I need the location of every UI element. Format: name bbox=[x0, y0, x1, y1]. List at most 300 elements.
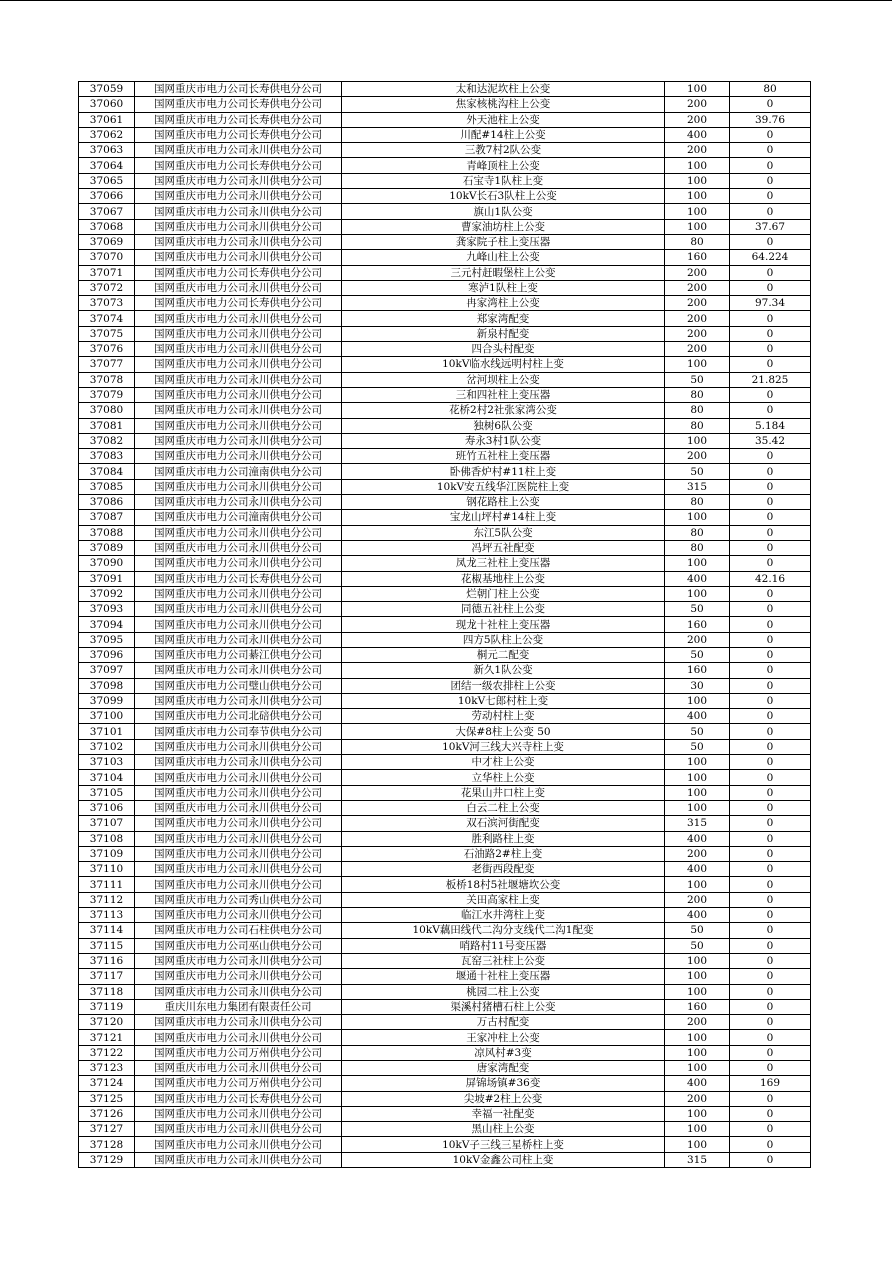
table-row bbox=[79, 862, 811, 877]
table-row bbox=[79, 663, 811, 678]
table-row bbox=[79, 433, 811, 448]
capacity-cell: 315 bbox=[665, 816, 730, 831]
transformer-name-cell: 四合头村配变 bbox=[342, 342, 665, 357]
row-id-cell: 37114 bbox=[79, 923, 135, 938]
table-row bbox=[79, 97, 811, 112]
table-row bbox=[79, 602, 811, 617]
table-row bbox=[79, 510, 811, 525]
table-row bbox=[79, 571, 811, 586]
capacity-cell: 30 bbox=[665, 678, 730, 693]
row-id-cell: 37062 bbox=[79, 127, 135, 142]
row-id-cell: 37119 bbox=[79, 999, 135, 1014]
table-row bbox=[79, 265, 811, 280]
transformer-name-cell: 新久1队公变 bbox=[342, 663, 665, 678]
company-cell: 国网重庆市电力公司长寿供电分公司 bbox=[135, 1091, 342, 1106]
row-id-cell: 37096 bbox=[79, 647, 135, 662]
company-cell: 国网重庆市电力公司永川供电分公司 bbox=[135, 969, 342, 984]
capacity-cell: 400 bbox=[665, 571, 730, 586]
transformer-name-cell: 10kV七郎村柱上变 bbox=[342, 693, 665, 708]
table-row bbox=[79, 923, 811, 938]
table-row bbox=[79, 311, 811, 326]
table-row bbox=[79, 127, 811, 142]
capacity-cell: 100 bbox=[665, 984, 730, 999]
table-row bbox=[79, 173, 811, 188]
row-id-cell: 37125 bbox=[79, 1091, 135, 1106]
capacity-cell: 100 bbox=[665, 556, 730, 571]
transformer-name-cell: 新泉村配变 bbox=[342, 326, 665, 341]
load-cell: 0 bbox=[730, 464, 811, 479]
transformer-name-cell: 宝龙山坪村#14柱上变 bbox=[342, 510, 665, 525]
capacity-cell: 100 bbox=[665, 82, 730, 97]
load-cell: 0 bbox=[730, 495, 811, 510]
transformer-name-cell: 劳动村柱上变 bbox=[342, 709, 665, 724]
capacity-cell: 200 bbox=[665, 97, 730, 112]
transformer-name-cell: 尖坡#2柱上公变 bbox=[342, 1091, 665, 1106]
load-cell: 0 bbox=[730, 1045, 811, 1060]
row-id-cell: 37071 bbox=[79, 265, 135, 280]
capacity-cell: 100 bbox=[665, 586, 730, 601]
row-id-cell: 37103 bbox=[79, 755, 135, 770]
transformer-name-cell: 三和四社柱上变压器 bbox=[342, 387, 665, 402]
company-cell: 国网重庆市电力公司永川供电分公司 bbox=[135, 204, 342, 219]
capacity-cell: 100 bbox=[665, 173, 730, 188]
table-row bbox=[79, 1061, 811, 1076]
capacity-cell: 100 bbox=[665, 1137, 730, 1152]
load-cell: 0 bbox=[730, 1137, 811, 1152]
row-id-cell: 37115 bbox=[79, 938, 135, 953]
transformer-name-cell: 花果山井口柱上变 bbox=[342, 785, 665, 800]
load-cell: 0 bbox=[730, 816, 811, 831]
transformer-name-cell: 石宝寺1队柱上变 bbox=[342, 173, 665, 188]
transformer-name-cell: 10kV长石3队柱上公变 bbox=[342, 189, 665, 204]
row-id-cell: 37123 bbox=[79, 1061, 135, 1076]
load-cell: 0 bbox=[730, 158, 811, 173]
table-row bbox=[79, 1076, 811, 1091]
table-row bbox=[79, 647, 811, 662]
capacity-cell: 100 bbox=[665, 204, 730, 219]
capacity-cell: 80 bbox=[665, 234, 730, 249]
table-row bbox=[79, 1015, 811, 1030]
row-id-cell: 37095 bbox=[79, 632, 135, 647]
transformer-name-cell: 旗山1队公变 bbox=[342, 204, 665, 219]
company-cell: 国网重庆市电力公司永川供电分公司 bbox=[135, 785, 342, 800]
table-row bbox=[79, 418, 811, 433]
capacity-cell: 50 bbox=[665, 647, 730, 662]
company-cell: 国网重庆市电力公司长寿供电分公司 bbox=[135, 265, 342, 280]
load-cell: 0 bbox=[730, 632, 811, 647]
row-id-cell: 37113 bbox=[79, 908, 135, 923]
table-row bbox=[79, 632, 811, 647]
load-cell: 0 bbox=[730, 785, 811, 800]
table-row bbox=[79, 1106, 811, 1121]
transformer-name-cell: 四方5队柱上公变 bbox=[342, 632, 665, 647]
load-cell: 169 bbox=[730, 1076, 811, 1091]
table-row bbox=[79, 158, 811, 173]
transformer-name-cell: 东江5队公变 bbox=[342, 525, 665, 540]
transformer-name-cell: 烂朝门柱上公变 bbox=[342, 586, 665, 601]
capacity-cell: 80 bbox=[665, 387, 730, 402]
load-cell: 39.76 bbox=[730, 112, 811, 127]
load-cell: 0 bbox=[730, 204, 811, 219]
transformer-name-cell: 太和达泥坎柱上公变 bbox=[342, 82, 665, 97]
capacity-cell: 160 bbox=[665, 250, 730, 265]
load-cell: 0 bbox=[730, 97, 811, 112]
load-cell: 0 bbox=[730, 724, 811, 739]
company-cell: 国网重庆市电力公司石柱供电分公司 bbox=[135, 923, 342, 938]
transformer-name-cell: 冯坪五社配变 bbox=[342, 540, 665, 555]
table-row bbox=[79, 479, 811, 494]
transformer-name-cell: 同德五社柱上公变 bbox=[342, 602, 665, 617]
table-row bbox=[79, 877, 811, 892]
load-cell: 0 bbox=[730, 127, 811, 142]
capacity-cell: 315 bbox=[665, 1152, 730, 1167]
capacity-cell: 100 bbox=[665, 755, 730, 770]
row-id-cell: 37104 bbox=[79, 770, 135, 785]
company-cell: 国网重庆市电力公司永川供电分公司 bbox=[135, 586, 342, 601]
row-id-cell: 37060 bbox=[79, 97, 135, 112]
capacity-cell: 400 bbox=[665, 908, 730, 923]
transformer-name-cell: 外天池柱上公变 bbox=[342, 112, 665, 127]
capacity-cell: 200 bbox=[665, 280, 730, 295]
row-id-cell: 37072 bbox=[79, 280, 135, 295]
load-cell: 0 bbox=[730, 143, 811, 158]
load-cell: 0 bbox=[730, 189, 811, 204]
transformer-name-cell: 钢花路柱上公变 bbox=[342, 495, 665, 510]
capacity-cell: 100 bbox=[665, 770, 730, 785]
company-cell: 国网重庆市电力公司潼南供电分公司 bbox=[135, 510, 342, 525]
load-cell: 0 bbox=[730, 173, 811, 188]
table-row bbox=[79, 403, 811, 418]
row-id-cell: 37080 bbox=[79, 403, 135, 418]
load-cell: 5.184 bbox=[730, 418, 811, 433]
company-cell: 国网重庆市电力公司永川供电分公司 bbox=[135, 387, 342, 402]
load-cell: 0 bbox=[730, 999, 811, 1014]
table-row bbox=[79, 617, 811, 632]
row-id-cell: 37098 bbox=[79, 678, 135, 693]
transformer-name-cell: 双石滨河街配变 bbox=[342, 816, 665, 831]
table-row bbox=[79, 586, 811, 601]
load-cell: 0 bbox=[730, 403, 811, 418]
company-cell: 国网重庆市电力公司永川供电分公司 bbox=[135, 1122, 342, 1137]
capacity-cell: 160 bbox=[665, 663, 730, 678]
row-id-cell: 37092 bbox=[79, 586, 135, 601]
row-id-cell: 37094 bbox=[79, 617, 135, 632]
table-row bbox=[79, 770, 811, 785]
table-row bbox=[79, 387, 811, 402]
data-table bbox=[78, 81, 811, 1168]
company-cell: 国网重庆市电力公司永川供电分公司 bbox=[135, 418, 342, 433]
row-id-cell: 37110 bbox=[79, 862, 135, 877]
transformer-name-cell: 胜利路柱上变 bbox=[342, 831, 665, 846]
row-id-cell: 37075 bbox=[79, 326, 135, 341]
transformer-name-cell: 独树6队公变 bbox=[342, 418, 665, 433]
table-row bbox=[79, 250, 811, 265]
company-cell: 国网重庆市电力公司永川供电分公司 bbox=[135, 984, 342, 999]
table-row bbox=[79, 1152, 811, 1167]
load-cell: 0 bbox=[730, 525, 811, 540]
company-cell: 国网重庆市电力公司永川供电分公司 bbox=[135, 556, 342, 571]
load-cell: 0 bbox=[730, 831, 811, 846]
company-cell: 国网重庆市电力公司永川供电分公司 bbox=[135, 739, 342, 754]
row-id-cell: 37112 bbox=[79, 892, 135, 907]
row-id-cell: 37070 bbox=[79, 250, 135, 265]
company-cell: 国网重庆市电力公司永川供电分公司 bbox=[135, 877, 342, 892]
load-cell: 0 bbox=[730, 800, 811, 815]
load-cell: 80 bbox=[730, 82, 811, 97]
transformer-name-cell: 10kV河三线大兴寺柱上变 bbox=[342, 739, 665, 754]
load-cell: 0 bbox=[730, 311, 811, 326]
row-id-cell: 37090 bbox=[79, 556, 135, 571]
capacity-cell: 160 bbox=[665, 999, 730, 1014]
company-cell: 国网重庆市电力公司永川供电分公司 bbox=[135, 173, 342, 188]
transformer-name-cell: 焦家核桃沟柱上公变 bbox=[342, 97, 665, 112]
load-cell: 0 bbox=[730, 1061, 811, 1076]
capacity-cell: 200 bbox=[665, 112, 730, 127]
load-cell: 0 bbox=[730, 663, 811, 678]
company-cell: 国网重庆市电力公司永川供电分公司 bbox=[135, 770, 342, 785]
load-cell: 0 bbox=[730, 678, 811, 693]
row-id-cell: 37061 bbox=[79, 112, 135, 127]
row-id-cell: 37093 bbox=[79, 602, 135, 617]
transformer-name-cell: 板桥18村5社堰塘坎公变 bbox=[342, 877, 665, 892]
table-row bbox=[79, 755, 811, 770]
transformer-name-cell: 石油路2#柱上变 bbox=[342, 846, 665, 861]
company-cell: 国网重庆市电力公司潼南供电分公司 bbox=[135, 464, 342, 479]
transformer-name-cell: 冉家湾柱上公变 bbox=[342, 296, 665, 311]
row-id-cell: 37122 bbox=[79, 1045, 135, 1060]
load-cell: 0 bbox=[730, 479, 811, 494]
company-cell: 国网重庆市电力公司秀山供电分公司 bbox=[135, 892, 342, 907]
capacity-cell: 200 bbox=[665, 143, 730, 158]
load-cell: 0 bbox=[730, 1122, 811, 1137]
table-row bbox=[79, 204, 811, 219]
table-row bbox=[79, 326, 811, 341]
company-cell: 国网重庆市电力公司长寿供电分公司 bbox=[135, 158, 342, 173]
capacity-cell: 100 bbox=[665, 219, 730, 234]
transformer-name-cell: 唐家湾配变 bbox=[342, 1061, 665, 1076]
load-cell: 64.224 bbox=[730, 250, 811, 265]
company-cell: 国网重庆市电力公司巫山供电分公司 bbox=[135, 938, 342, 953]
capacity-cell: 200 bbox=[665, 265, 730, 280]
table-row bbox=[79, 357, 811, 372]
table-row bbox=[79, 1091, 811, 1106]
company-cell: 国网重庆市电力公司永川供电分公司 bbox=[135, 250, 342, 265]
capacity-cell: 100 bbox=[665, 189, 730, 204]
transformer-name-cell: 幸福一社配变 bbox=[342, 1106, 665, 1121]
load-cell: 0 bbox=[730, 862, 811, 877]
row-id-cell: 37121 bbox=[79, 1030, 135, 1045]
load-cell: 0 bbox=[730, 1106, 811, 1121]
transformer-name-cell: 寿永3村1队公变 bbox=[342, 433, 665, 448]
load-cell: 0 bbox=[730, 953, 811, 968]
table-row bbox=[79, 112, 811, 127]
table-row bbox=[79, 969, 811, 984]
company-cell: 国网重庆市电力公司永川供电分公司 bbox=[135, 280, 342, 295]
capacity-cell: 50 bbox=[665, 923, 730, 938]
capacity-cell: 200 bbox=[665, 296, 730, 311]
transformer-name-cell: 哨路村11号变压器 bbox=[342, 938, 665, 953]
load-cell: 0 bbox=[730, 984, 811, 999]
transformer-name-cell: 中才柱上公变 bbox=[342, 755, 665, 770]
load-cell: 0 bbox=[730, 892, 811, 907]
transformer-name-cell: 桐元二配变 bbox=[342, 647, 665, 662]
table-row bbox=[79, 892, 811, 907]
transformer-name-cell: 关田高家柱上变 bbox=[342, 892, 665, 907]
capacity-cell: 100 bbox=[665, 510, 730, 525]
capacity-cell: 50 bbox=[665, 739, 730, 754]
capacity-cell: 80 bbox=[665, 540, 730, 555]
transformer-name-cell: 屏锦场镇#36变 bbox=[342, 1076, 665, 1091]
company-cell: 国网重庆市电力公司长寿供电分公司 bbox=[135, 112, 342, 127]
capacity-cell: 100 bbox=[665, 953, 730, 968]
row-id-cell: 37077 bbox=[79, 357, 135, 372]
capacity-cell: 400 bbox=[665, 862, 730, 877]
company-cell: 国网重庆市电力公司永川供电分公司 bbox=[135, 449, 342, 464]
capacity-cell: 100 bbox=[665, 433, 730, 448]
capacity-cell: 100 bbox=[665, 1061, 730, 1076]
load-cell: 0 bbox=[730, 1091, 811, 1106]
row-id-cell: 37063 bbox=[79, 143, 135, 158]
load-cell: 0 bbox=[730, 755, 811, 770]
capacity-cell: 200 bbox=[665, 892, 730, 907]
company-cell: 国网重庆市电力公司綦江供电分公司 bbox=[135, 647, 342, 662]
row-id-cell: 37117 bbox=[79, 969, 135, 984]
row-id-cell: 37081 bbox=[79, 418, 135, 433]
load-cell: 0 bbox=[730, 357, 811, 372]
company-cell: 国网重庆市电力公司万州供电分公司 bbox=[135, 1076, 342, 1091]
company-cell: 国网重庆市电力公司长寿供电分公司 bbox=[135, 296, 342, 311]
table-row bbox=[79, 739, 811, 754]
table-row bbox=[79, 831, 811, 846]
row-id-cell: 37126 bbox=[79, 1106, 135, 1121]
company-cell: 国网重庆市电力公司永川供电分公司 bbox=[135, 311, 342, 326]
load-cell: 0 bbox=[730, 265, 811, 280]
row-id-cell: 37079 bbox=[79, 387, 135, 402]
load-cell: 0 bbox=[730, 602, 811, 617]
company-cell: 国网重庆市电力公司永川供电分公司 bbox=[135, 755, 342, 770]
transformer-name-cell: 花桥2村2社张家湾公变 bbox=[342, 403, 665, 418]
transformer-name-cell: 班竹五社柱上变压器 bbox=[342, 449, 665, 464]
load-cell: 0 bbox=[730, 923, 811, 938]
load-cell: 42.16 bbox=[730, 571, 811, 586]
row-id-cell: 37067 bbox=[79, 204, 135, 219]
transformer-name-cell: 郑家湾配变 bbox=[342, 311, 665, 326]
row-id-cell: 37109 bbox=[79, 846, 135, 861]
capacity-cell: 200 bbox=[665, 449, 730, 464]
capacity-cell: 100 bbox=[665, 1030, 730, 1045]
row-id-cell: 37065 bbox=[79, 173, 135, 188]
row-id-cell: 37107 bbox=[79, 816, 135, 831]
load-cell: 0 bbox=[730, 617, 811, 632]
transformer-name-cell: 九峰山柱上公变 bbox=[342, 250, 665, 265]
row-id-cell: 37105 bbox=[79, 785, 135, 800]
company-cell: 国网重庆市电力公司永川供电分公司 bbox=[135, 816, 342, 831]
load-cell: 37.67 bbox=[730, 219, 811, 234]
table-row bbox=[79, 785, 811, 800]
load-cell: 0 bbox=[730, 540, 811, 555]
transformer-name-cell: 堰通十社柱上变压器 bbox=[342, 969, 665, 984]
capacity-cell: 80 bbox=[665, 495, 730, 510]
transformer-name-cell: 岔河坝柱上公变 bbox=[342, 372, 665, 387]
row-id-cell: 37100 bbox=[79, 709, 135, 724]
table-row bbox=[79, 908, 811, 923]
load-cell: 0 bbox=[730, 770, 811, 785]
capacity-cell: 200 bbox=[665, 846, 730, 861]
capacity-cell: 50 bbox=[665, 938, 730, 953]
company-cell: 国网重庆市电力公司永川供电分公司 bbox=[135, 525, 342, 540]
company-cell: 国网重庆市电力公司永川供电分公司 bbox=[135, 1152, 342, 1167]
capacity-cell: 50 bbox=[665, 372, 730, 387]
load-cell: 0 bbox=[730, 342, 811, 357]
company-cell: 国网重庆市电力公司长寿供电分公司 bbox=[135, 97, 342, 112]
row-id-cell: 37076 bbox=[79, 342, 135, 357]
page-top-rule bbox=[0, 0, 892, 1]
capacity-cell: 50 bbox=[665, 724, 730, 739]
company-cell: 国网重庆市电力公司永川供电分公司 bbox=[135, 693, 342, 708]
load-cell: 0 bbox=[730, 877, 811, 892]
transformer-name-cell: 渠溪村猪槽石柱上公变 bbox=[342, 999, 665, 1014]
company-cell: 国网重庆市电力公司长寿供电分公司 bbox=[135, 82, 342, 97]
transformer-name-cell: 曹家油坊柱上公变 bbox=[342, 219, 665, 234]
row-id-cell: 37083 bbox=[79, 449, 135, 464]
company-cell: 国网重庆市电力公司永川供电分公司 bbox=[135, 953, 342, 968]
company-cell: 国网重庆市电力公司永川供电分公司 bbox=[135, 862, 342, 877]
table-row bbox=[79, 342, 811, 357]
company-cell: 国网重庆市电力公司奉节供电分公司 bbox=[135, 724, 342, 739]
table-row bbox=[79, 846, 811, 861]
table-row bbox=[79, 709, 811, 724]
row-id-cell: 37102 bbox=[79, 739, 135, 754]
table-row bbox=[79, 953, 811, 968]
company-cell: 国网重庆市电力公司永川供电分公司 bbox=[135, 1137, 342, 1152]
row-id-cell: 37087 bbox=[79, 510, 135, 525]
table-row bbox=[79, 724, 811, 739]
transformer-name-cell: 凤龙三社柱上变压器 bbox=[342, 556, 665, 571]
capacity-cell: 100 bbox=[665, 1045, 730, 1060]
row-id-cell: 37128 bbox=[79, 1137, 135, 1152]
transformer-name-cell: 王家冲柱上公变 bbox=[342, 1030, 665, 1045]
row-id-cell: 37106 bbox=[79, 800, 135, 815]
row-id-cell: 37118 bbox=[79, 984, 135, 999]
table-row bbox=[79, 816, 811, 831]
table-row bbox=[79, 556, 811, 571]
table-row bbox=[79, 800, 811, 815]
row-id-cell: 37078 bbox=[79, 372, 135, 387]
row-id-cell: 37091 bbox=[79, 571, 135, 586]
capacity-cell: 50 bbox=[665, 464, 730, 479]
company-cell: 国网重庆市电力公司永川供电分公司 bbox=[135, 800, 342, 815]
company-cell: 国网重庆市电力公司永川供电分公司 bbox=[135, 846, 342, 861]
row-id-cell: 37111 bbox=[79, 877, 135, 892]
row-id-cell: 37129 bbox=[79, 1152, 135, 1167]
table-row bbox=[79, 82, 811, 97]
transformer-name-cell: 白云二柱上公变 bbox=[342, 800, 665, 815]
company-cell: 国网重庆市电力公司永川供电分公司 bbox=[135, 357, 342, 372]
transformer-name-cell: 立华柱上公变 bbox=[342, 770, 665, 785]
capacity-cell: 315 bbox=[665, 479, 730, 494]
row-id-cell: 37108 bbox=[79, 831, 135, 846]
load-cell: 0 bbox=[730, 1015, 811, 1030]
capacity-cell: 400 bbox=[665, 127, 730, 142]
table-row bbox=[79, 495, 811, 510]
row-id-cell: 37068 bbox=[79, 219, 135, 234]
row-id-cell: 37088 bbox=[79, 525, 135, 540]
capacity-cell: 200 bbox=[665, 632, 730, 647]
transformer-name-cell: 瓦窑三社柱上公变 bbox=[342, 953, 665, 968]
transformer-name-cell: 大保#8柱上公变 50 bbox=[342, 724, 665, 739]
transformer-name-cell: 凉风村#3变 bbox=[342, 1045, 665, 1060]
transformer-name-cell: 龚家院子柱上变压器 bbox=[342, 234, 665, 249]
